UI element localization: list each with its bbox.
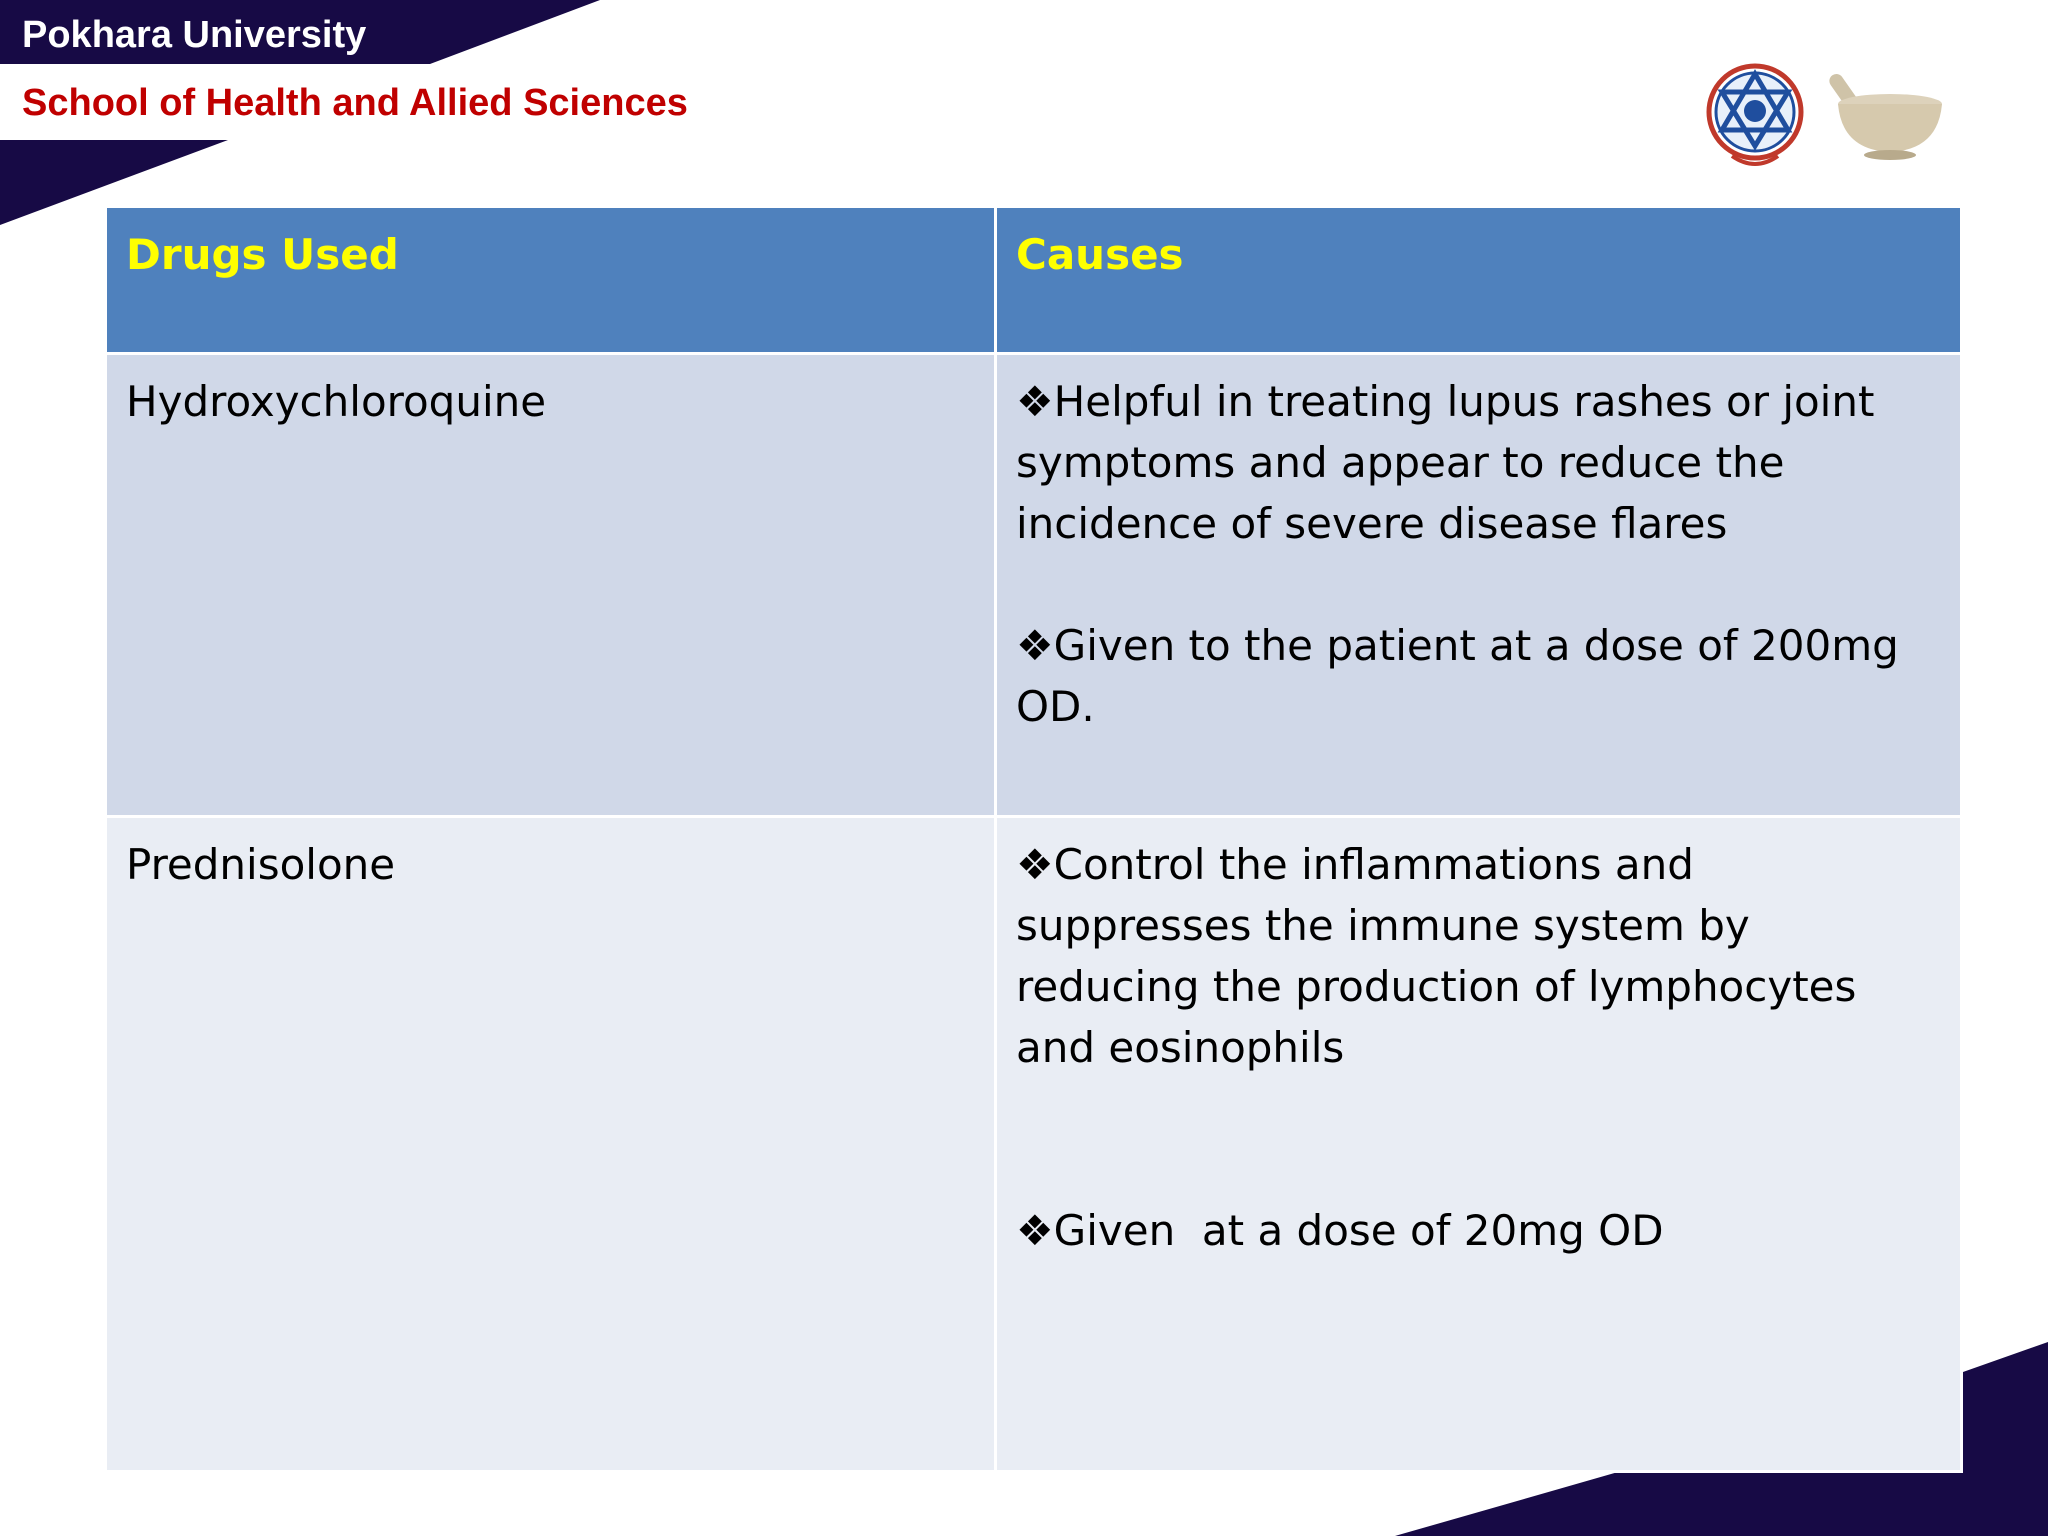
university-name: Pokhara University: [22, 14, 367, 56]
cause-text: Given at a dose of 20mg OD: [1053, 1206, 1664, 1255]
drugs-table: [104, 205, 1963, 1473]
diamond-bullet-icon: ❖: [1016, 621, 1054, 670]
school-name: School of Health and Allied Sciences: [22, 82, 688, 124]
cause-bullet: [1016, 371, 1941, 554]
table-header-row: [106, 207, 1962, 354]
drug-cell-prednisolone: Prednisolone: [106, 817, 996, 1472]
university-emblem-icon: [1700, 60, 1810, 175]
mortar-pestle-icon: [1828, 62, 1946, 162]
drug-cell-hydroxychloroquine: Hydroxychloroquine: [106, 354, 996, 817]
cause-text: Control the inflammations and suppresses the immune system by reducing the production of lymphocytes and eosinophils: [1016, 840, 1857, 1072]
cause-text: Helpful in treating lupus rashes or joint symptoms and appear to reduce the incidence of severe disease flares: [1016, 377, 1875, 548]
diamond-bullet-icon: ❖: [1016, 840, 1054, 889]
cause-bullet: [1016, 1200, 1941, 1261]
causes-cell-hydroxychloroquine: [996, 354, 1962, 817]
diamond-bullet-icon: ❖: [1016, 377, 1054, 426]
header-drugs-used: Drugs Used: [106, 207, 996, 354]
header-causes: Causes: [996, 207, 1962, 354]
table-row: [106, 354, 1962, 817]
cause-bullet: [1016, 834, 1941, 1078]
causes-cell-prednisolone: [996, 817, 1962, 1472]
cause-text: Given to the patient at a dose of 200mg OD.: [1016, 621, 1899, 731]
diamond-bullet-icon: ❖: [1016, 1206, 1054, 1255]
table-row: [106, 817, 1962, 1472]
cause-bullet: [1016, 615, 1941, 737]
